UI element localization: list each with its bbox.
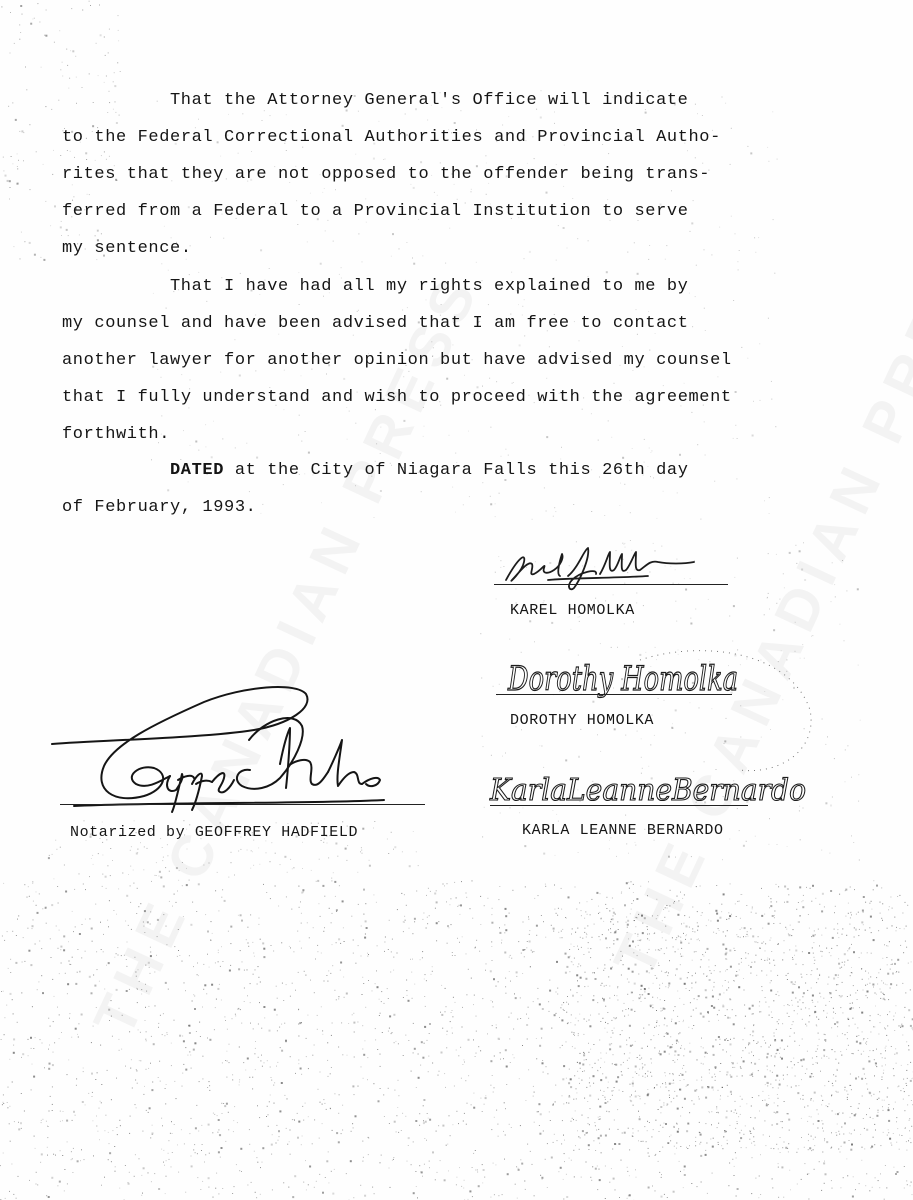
dated-rest: at the City of Niagara Falls this 26th day bbox=[234, 461, 689, 480]
notary-caption: Notarized by GEOFFREY HADFIELD bbox=[70, 824, 359, 841]
signature-karla-text: KarlaLeanneBernardo bbox=[489, 773, 806, 808]
paragraph-line: forthwith. bbox=[62, 425, 171, 444]
paragraph-1 bbox=[62, 82, 774, 267]
signature-karel-homolka bbox=[488, 540, 748, 600]
signature-line-notary bbox=[60, 804, 425, 805]
signature-dorothy-text: Dorothy Homolka bbox=[507, 659, 738, 699]
name-karla-leanne-bernardo: KARLA LEANNE BERNARDO bbox=[522, 822, 724, 839]
paragraph-2 bbox=[62, 268, 774, 453]
dated-line-2: of February, 1993. bbox=[62, 498, 257, 517]
name-karel-homolka: KAREL HOMOLKA bbox=[510, 602, 635, 619]
paragraph-line: That the Attorney General's Office will indicate bbox=[170, 91, 689, 110]
signature-geoffrey-hadfield bbox=[44, 680, 424, 820]
name-dorothy-homolka: DOROTHY HOMOLKA bbox=[510, 712, 655, 729]
paragraph-line: rites that they are not opposed to the offender being trans- bbox=[62, 165, 711, 184]
paragraph-line: ferred from a Federal to a Provincial Institution to serve bbox=[62, 202, 689, 221]
paragraph-line: my sentence. bbox=[62, 239, 192, 258]
dated-clause bbox=[62, 452, 774, 526]
paragraph-line: to the Federal Correctional Authorities and Provincial Autho- bbox=[62, 128, 721, 147]
paragraph-line: that I fully understand and wish to proceed with the agreement bbox=[62, 388, 732, 407]
dated-line-1 bbox=[62, 452, 774, 489]
paragraph-line: That I have had all my rights explained to me by bbox=[170, 277, 689, 296]
paragraph-line: another lawyer for another opinion but have advised my counsel bbox=[62, 351, 732, 370]
notary-stamp-ring bbox=[620, 640, 820, 780]
signature-karla-bernardo bbox=[484, 764, 814, 814]
signature-line-karel bbox=[494, 584, 728, 585]
dated-label: DATED bbox=[170, 461, 225, 480]
paragraph-line: my counsel and have been advised that I am free to contact bbox=[62, 314, 689, 333]
signature-line-karla bbox=[490, 805, 748, 806]
